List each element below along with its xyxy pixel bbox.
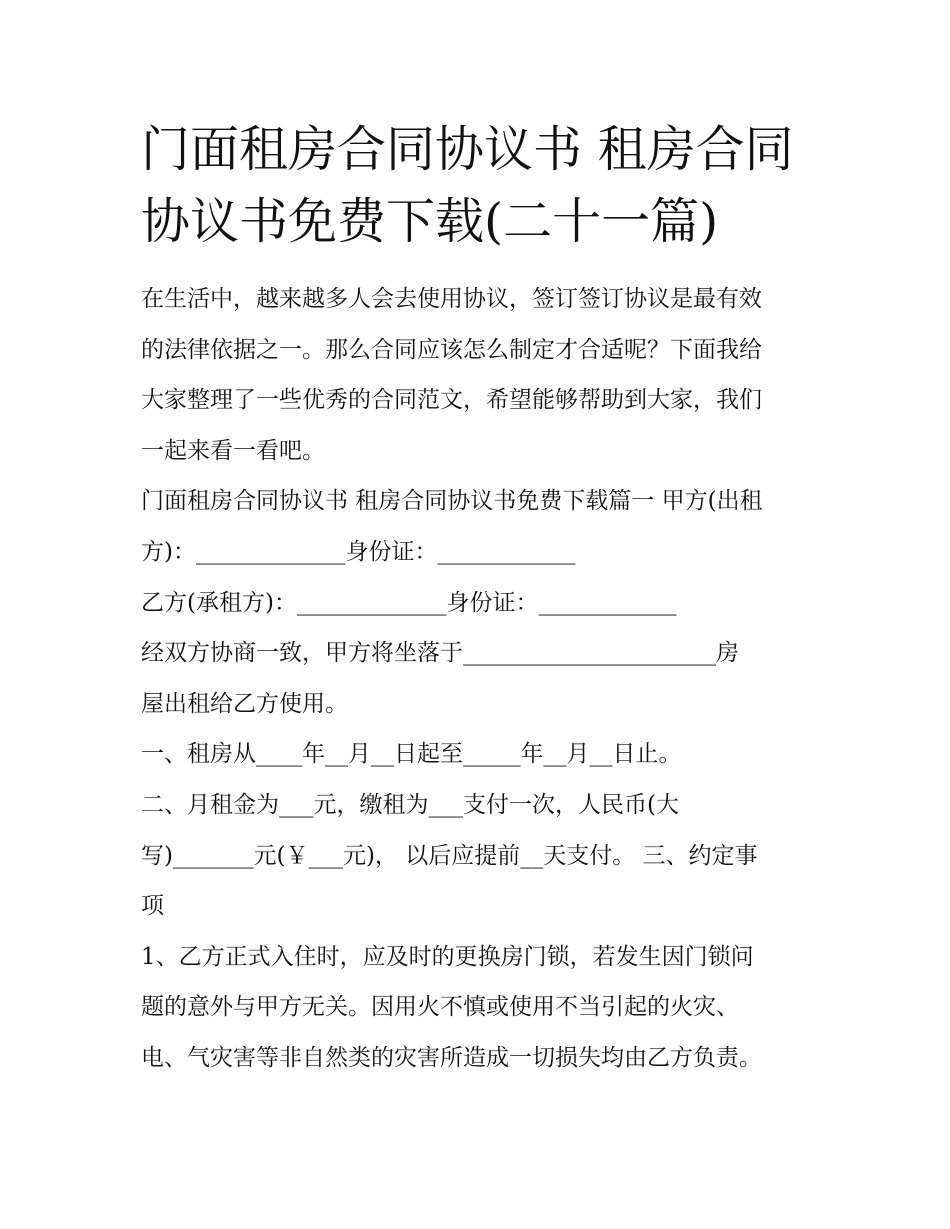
property-location-paragraph: 经双方协商一致，甲方将坐落于______________________房 屋出租给乙方使用。 [141,640,739,717]
rent-payment-paragraph: 二、月租金为___元，缴租为___支付一次，人民币(大 写)_______元(￥___元)， 以后应提前__天支付。 三、约定事 项 [141,791,758,920]
intro-paragraph: 在生活中，越来越多人会去使用协议，签订签订协议是最有效 的法律依据之一。那么合同应该怎么制定才合适呢？下面我给 大家整理了一些优秀的合同范文，希望能够帮助到大家，我们 一起来看一看吧。 [141,286,762,464]
party-b-paragraph: 乙方(承租方)：_____________身份证：____________ [141,589,677,616]
document-body [141,274,821,1084]
document-content [141,114,821,1084]
agreement-item-1-paragraph: 1、乙方正式入住时，应及时的更换房门锁，若发生因门锁问 题的意外与甲方无关。因用火不慎或使用不当引起的火灾、 电、气灾害等非自然类的灾害所造成一切损失均由乙方负责。 [141,943,762,1071]
document-title: 门面租房合同协议书 租房合同 协议书免费下载(二十一篇) [141,121,794,250]
party-a-paragraph: 门面租房合同协议书 租房合同协议书免费下载篇一 甲方(出租 方)：_____________身份证：____________ [141,488,763,565]
lease-term-paragraph: 一、租房从____年__月__日起至_____年__月__日止。 [141,741,682,768]
